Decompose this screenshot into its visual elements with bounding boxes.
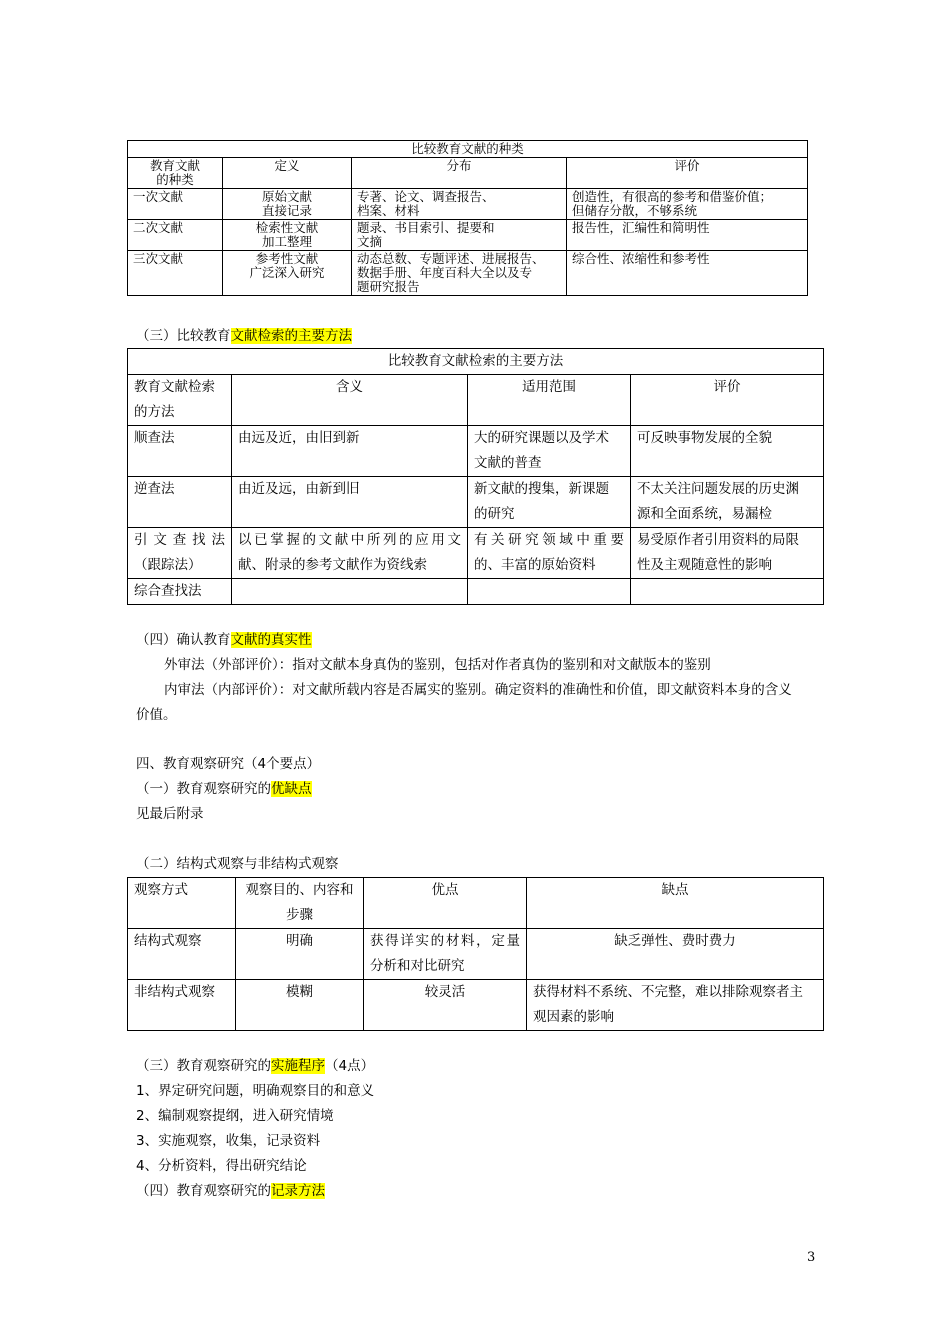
header-meaning: 含义 [232,375,468,426]
table-row: 一次文献 原始文献 直接记录 专著、论文、调查报告、 档案、材料 创造性，有很高的参考和借鉴价值； 但储存分散，不够系统 [128,189,808,220]
table-row: 结构式观察 明确 获得详实的材料，定量 分析和对比研究 缺乏弹性、费时费力 [128,929,824,980]
part-title: 四、教育观察研究（4个要点） [136,756,321,772]
header-definition: 定义 [223,158,352,189]
header-evaluation: 评价 [631,375,824,426]
section-heading: （二）结构式观察与非结构式观察 [136,856,339,872]
table-row: 顺查法 由远及近，由旧到新 大的研究课题以及学术 文献的普查 可反映事物发展的全貌 [128,426,824,477]
table-row: 二次文献 检索性文献 加工整理 题录、书目索引、提要和 文摘 报告性，汇编性和简明性 [128,220,808,251]
page-number: 3 [807,1250,816,1265]
table-row: 综合查找法 [128,579,824,605]
section-heading: （三）教育观察研究的实施程序（4点） [136,1058,375,1074]
header-scope: 适用范围 [468,375,631,426]
section-heading: （三）比较教育文献检索的主要方法 [136,328,352,344]
section-heading: （四）确认教育文献的真实性 [136,632,312,648]
table-title: 比较教育文献检索的主要方法 [128,349,824,375]
header-distribution: 分布 [352,158,567,189]
section-heading: （四）教育观察研究的记录方法 [136,1183,325,1199]
table-row: 引文查找法 （跟踪法） 以已掌握的文献中所列的应用文 献、附录的参考文献作为资线索 有关研究领域中重要 的、丰富的原始资料 易受原作者引用资料的局限 性及主观随意性的影响 [128,528,824,579]
literature-types-table [127,140,808,296]
list-item: 3、实施观察，收集，记录资料 [136,1133,321,1149]
header-kind: 教育文献 的种类 [128,158,223,189]
table-row: 非结构式观察 模糊 较灵活 获得材料不系统、不完整，难以排除观察者主 观因素的影响 [128,980,824,1031]
observation-types-table [127,877,824,1031]
header-purpose: 观察目的、内容和 步骤 [236,878,364,929]
paragraph: 外审法（外部评价）：指对文献本身真伪的鉴别，包括对作者真伪的鉴别和对文献版本的鉴别 [164,657,711,673]
header-disadvantages: 缺点 [527,878,824,929]
header-method: 观察方式 [128,878,236,929]
section-heading: （一）教育观察研究的优缺点 [136,781,312,797]
header-advantages: 优点 [364,878,527,929]
paragraph: 内审法（内部评价）：对文献所载内容是否属实的鉴别。确定资料的准确性和价值，即文献资料本身的含义 [164,682,792,698]
paragraph: 价值。 [136,707,177,723]
paragraph: 见最后附录 [136,806,204,822]
list-item: 4、分析资料，得出研究结论 [136,1158,307,1174]
header-method: 教育文献检索 的方法 [128,375,232,426]
list-item: 1、界定研究问题，明确观察目的和意义 [136,1083,375,1099]
header-evaluation: 评价 [567,158,808,189]
list-item: 2、编制观察提纲，进入研究情境 [136,1108,334,1124]
retrieval-methods-table [127,348,824,605]
table-row: 三次文献 参考性文献 广泛深入研究 动态总数、专题评述、进展报告、 数据手册、年度百科大全以及专 题研究报告 综合性、浓缩性和参考性 [128,251,808,296]
table-row: 逆查法 由近及远，由新到旧 新文献的搜集，新课题 的研究 不太关注问题发展的历史渊 源和全面系统，易漏检 [128,477,824,528]
table-title: 比较教育文献的种类 [128,141,808,158]
